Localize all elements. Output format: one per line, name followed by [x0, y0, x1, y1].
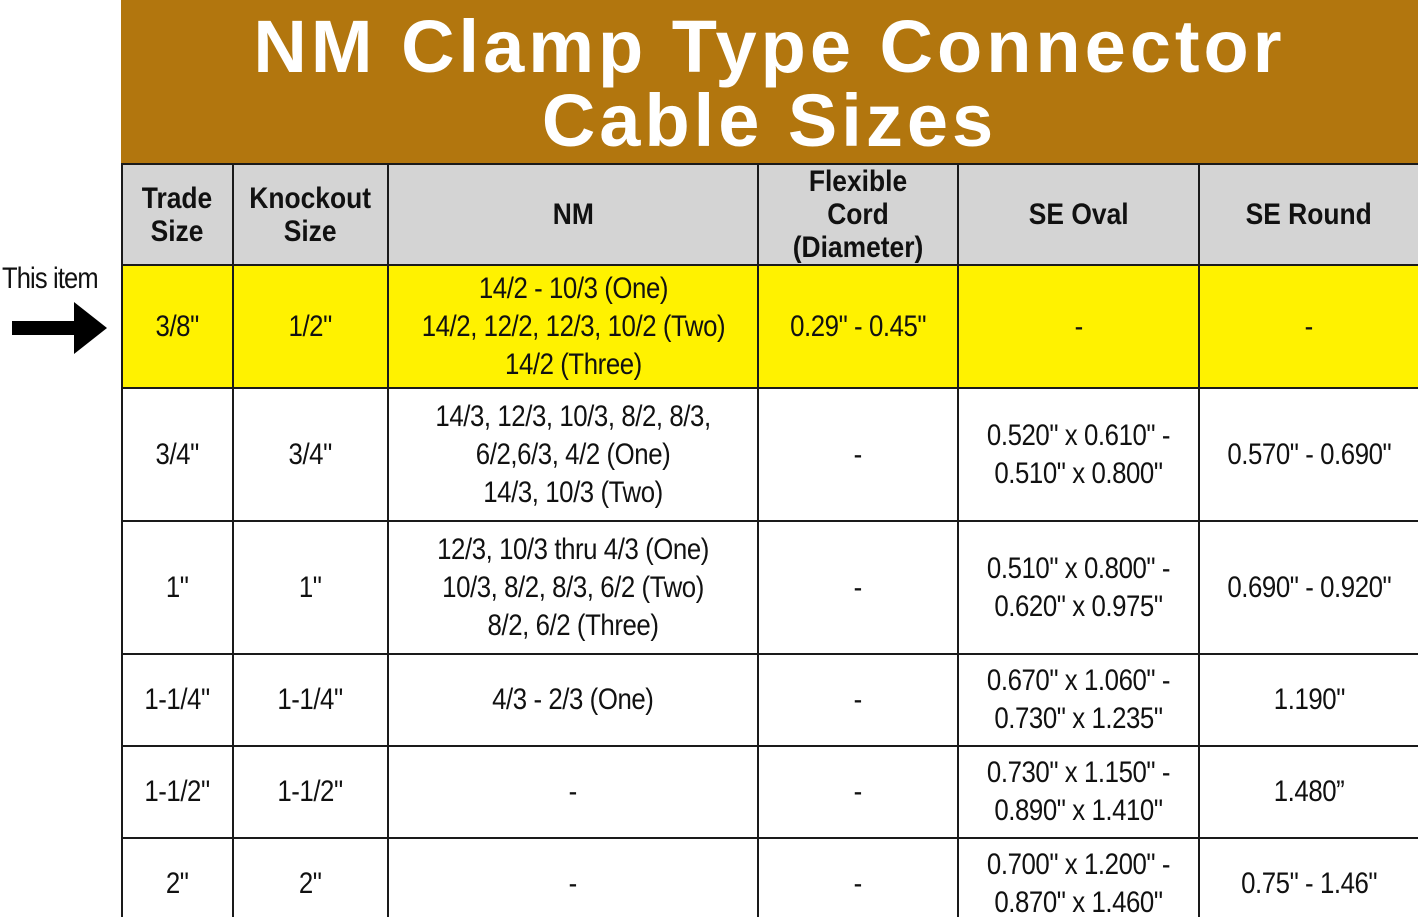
- table-row-highlighted: [122, 265, 1418, 388]
- header-text: NM: [552, 198, 594, 231]
- cell-se-oval: [958, 521, 1199, 654]
- cell-text: 0.690" - 0.920": [1227, 570, 1391, 604]
- table-row: [122, 746, 1418, 838]
- cell-text: -: [1304, 309, 1314, 343]
- cell-text: 0.730" x 1.150" -: [986, 756, 1171, 789]
- cell-se-oval: [958, 746, 1199, 838]
- cell-se-round: [1199, 746, 1418, 838]
- header-text: Trade: [142, 181, 213, 215]
- cell-text: 6/2,6/3, 4/2 (One): [475, 437, 671, 471]
- cell-se-oval: [958, 388, 1199, 521]
- spec-sheet: [121, 0, 1418, 917]
- cell-text: 14/3, 10/3 (Two): [483, 475, 663, 509]
- table-row: [122, 654, 1418, 746]
- cell-text: 1-1/4": [144, 683, 211, 716]
- cell-text: 1-1/2": [144, 775, 211, 808]
- cell-text: 1": [299, 570, 322, 604]
- cell-nm: [388, 654, 758, 746]
- cell-text: 3/8": [155, 309, 200, 343]
- cell-text: -: [853, 683, 863, 716]
- right-arrow-icon: [12, 302, 107, 354]
- cell-knockout-size: [233, 838, 388, 917]
- cell-flexible-cord: [758, 654, 958, 746]
- column-header-se-round: [1199, 164, 1418, 265]
- cell-nm: [388, 265, 758, 388]
- header-text: Flexible Cord: [808, 165, 908, 231]
- cell-trade-size: [122, 746, 233, 838]
- cell-se-round: [1199, 838, 1418, 917]
- cell-text: -: [853, 437, 863, 471]
- cell-text: 0.75" - 1.46": [1240, 867, 1378, 900]
- cell-text: 0.700" x 1.200" -: [986, 848, 1171, 881]
- cell-text: 0.730" x 1.235": [994, 702, 1163, 735]
- header-text: SE Round: [1245, 198, 1373, 231]
- cell-se-round: [1199, 265, 1418, 388]
- cell-nm: [388, 388, 758, 521]
- cell-knockout-size: [233, 521, 388, 654]
- cell-text: 4/3 - 2/3 (One): [492, 683, 654, 716]
- cell-se-round: [1199, 654, 1418, 746]
- cell-text: 14/3, 12/3, 10/3, 8/2, 8/3,: [435, 399, 711, 433]
- cell-flexible-cord: [758, 838, 958, 917]
- cell-text: 0.29" - 0.45": [789, 309, 927, 343]
- column-header-flexible-cord: [758, 164, 958, 265]
- title-line-1: NM Clamp Type Connector: [253, 5, 1286, 88]
- cell-text: -: [853, 775, 863, 808]
- cell-text: 2": [299, 867, 322, 900]
- header-text: Knockout: [249, 181, 372, 215]
- header-text: Size: [151, 214, 204, 248]
- cell-nm: [388, 838, 758, 917]
- cell-text: 2": [166, 867, 189, 900]
- cell-se-oval: [958, 838, 1199, 917]
- cell-text: 12/3, 10/3 thru 4/3 (One): [437, 532, 709, 566]
- column-header-knockout-size: [233, 164, 388, 265]
- header-text: Size: [284, 214, 337, 248]
- table-row: [122, 838, 1418, 917]
- column-header-trade-size: [122, 164, 233, 265]
- cell-text: 0.670" x 1.060" -: [986, 664, 1171, 697]
- cell-text: 3/4": [155, 437, 200, 471]
- cell-nm: [388, 746, 758, 838]
- table-row: [122, 521, 1418, 654]
- cell-knockout-size: [233, 746, 388, 838]
- cell-text: -: [853, 867, 863, 900]
- cell-text: 3/4": [288, 437, 333, 471]
- cell-text: -: [568, 867, 578, 900]
- title-line-2: Cable Sizes: [541, 79, 998, 162]
- cell-se-round: [1199, 521, 1418, 654]
- table-body: [122, 265, 1418, 917]
- column-header-se-oval: [958, 164, 1199, 265]
- header-text: SE Oval: [1028, 198, 1129, 231]
- cell-text: 1": [166, 570, 189, 604]
- cell-flexible-cord: [758, 265, 958, 388]
- cell-text: 0.620" x 0.975": [994, 589, 1163, 623]
- cell-text: 14/2 - 10/3 (One): [478, 271, 668, 305]
- cell-text: -: [853, 570, 863, 604]
- cell-se-oval: [958, 265, 1199, 388]
- callout-label: This item: [2, 262, 98, 295]
- cell-text: -: [1074, 309, 1083, 343]
- cell-flexible-cord: [758, 388, 958, 521]
- cell-text: 0.510" x 0.800": [994, 456, 1163, 490]
- cell-text: 0.890" x 1.410": [994, 794, 1163, 827]
- cell-text: 1-1/2": [277, 775, 344, 808]
- cell-text: 14/2 (Three): [504, 347, 642, 381]
- cell-text: 1-1/4": [277, 683, 344, 716]
- cell-trade-size: [122, 265, 233, 388]
- cell-trade-size: [122, 388, 233, 521]
- cell-flexible-cord: [758, 521, 958, 654]
- cell-text: 1/2": [288, 309, 333, 343]
- cell-knockout-size: [233, 265, 388, 388]
- cell-knockout-size: [233, 654, 388, 746]
- cell-text: 10/3, 8/2, 8/3, 6/2 (Two): [442, 570, 704, 604]
- cell-knockout-size: [233, 388, 388, 521]
- cell-text: -: [568, 775, 578, 808]
- column-header-nm: [388, 164, 758, 265]
- cable-size-table: [121, 163, 1418, 917]
- table-row: [122, 388, 1418, 521]
- cell-text: 0.570" - 0.690": [1227, 437, 1391, 471]
- cell-text: 0.520" x 0.610" -: [986, 418, 1171, 452]
- cell-text: 14/2, 12/2, 12/3, 10/2 (Two): [421, 309, 725, 343]
- title-banner: [121, 0, 1418, 163]
- cell-nm: [388, 521, 758, 654]
- header-text: (Diameter): [792, 231, 924, 264]
- cell-text: 1.190": [1273, 683, 1345, 716]
- header-row: [122, 164, 1418, 265]
- cell-trade-size: [122, 521, 233, 654]
- cell-trade-size: [122, 838, 233, 917]
- cell-text: 1.480”: [1273, 775, 1345, 808]
- cell-text: 8/2, 6/2 (Three): [487, 608, 659, 642]
- cell-trade-size: [122, 654, 233, 746]
- cell-se-round: [1199, 388, 1418, 521]
- cell-text: 0.870" x 1.460": [994, 886, 1163, 917]
- cell-flexible-cord: [758, 746, 958, 838]
- cell-text: 0.510" x 0.800" -: [986, 551, 1171, 585]
- cell-se-oval: [958, 654, 1199, 746]
